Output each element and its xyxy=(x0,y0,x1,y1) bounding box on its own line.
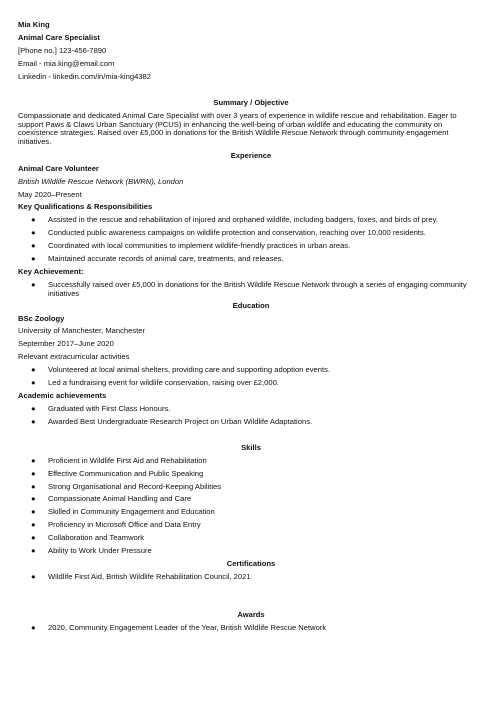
academic-achievements-heading: Academic achievements xyxy=(18,391,107,400)
experience-org: British Wildlife Rescue Network (BWRN), London xyxy=(18,177,184,186)
bullet-icon: ● xyxy=(31,572,36,581)
experience-role: Animal Care Volunteer xyxy=(18,164,99,173)
bullet-icon: ● xyxy=(31,404,36,413)
list-item-text: Volunteered at local animal shelters, providing care and supporting adoption events. xyxy=(48,365,330,374)
bullet-icon: ● xyxy=(31,378,36,387)
bullet-icon: ● xyxy=(31,469,36,478)
list-item-text: Led a fundraising event for wildlife conservation, raising over £2,000. xyxy=(48,378,279,387)
list-item-text: Wildlife First Aid, British Wildlife Rehabilitation Council, 2021 xyxy=(48,572,251,581)
key-qualifications-heading: Key Qualifications & Responsibilities xyxy=(18,202,153,211)
experience-dates: May 2020–Present xyxy=(18,190,82,199)
bullet-icon: ● xyxy=(31,482,36,491)
list-item-text: Ability to Work Under Pressure xyxy=(48,546,152,555)
skills-heading: Skills xyxy=(241,443,261,452)
list-item-text: Successfully raised over £5,000 in donations for the British Wildlife Rescue Network through a series of engaging community initiatives xyxy=(48,280,467,298)
bullet-icon: ● xyxy=(31,494,36,503)
certifications-heading: Certifications xyxy=(226,559,276,568)
list-item-text: Compassionate Animal Handling and Care xyxy=(48,494,192,503)
awards-heading: Awards xyxy=(237,610,265,619)
bullet-icon: ● xyxy=(31,215,36,224)
list-item-text: Maintained accurate records of animal care, treatments, and releases. xyxy=(48,254,284,263)
bullet-icon: ● xyxy=(31,456,36,465)
list-item-text: Conducted public awareness campaigns on wildlife protection and conservation, reaching over 10,000 residents. xyxy=(48,228,426,237)
bullet-icon: ● xyxy=(31,241,36,250)
bullet-icon: ● xyxy=(31,533,36,542)
list-item-text: Collaboration and Teamwork xyxy=(48,533,145,542)
list-item-text: Strong Organisational and Record-Keeping Abilities xyxy=(48,482,222,491)
activities-label: Relevant extracurricular activities xyxy=(18,352,130,361)
bullet-icon: ● xyxy=(31,520,36,529)
bullet-icon: ● xyxy=(31,546,36,555)
bullet-icon: ● xyxy=(31,507,36,516)
experience-heading: Experience xyxy=(230,151,272,160)
email-line: Email - mia.king@email.com xyxy=(18,59,115,68)
candidate-name: Mia King xyxy=(18,20,50,29)
linkedin-line: Linkedin - linkedin.com/in/mia-king4382 xyxy=(18,72,151,81)
list-item-text: Coordinated with local communities to implement wildlife-friendly practices in urban areas. xyxy=(48,241,351,250)
education-degree: BSc Zoology xyxy=(18,314,65,323)
education-school: University of Manchester, Manchester xyxy=(18,326,146,335)
list-item-text: Graduated with First Class Honours. xyxy=(48,404,171,413)
bullet-icon: ● xyxy=(31,280,36,289)
list-item-text: Skilled in Community Engagement and Education xyxy=(48,507,215,516)
key-achievement-heading: Key Achievement: xyxy=(18,267,84,276)
list-item-text: Awarded Best Undergraduate Research Project on Urban Wildlife Adaptations. xyxy=(48,417,313,426)
candidate-title: Animal Care Specialist xyxy=(18,33,100,42)
list-item-text: Proficient in Wildlife First Aid and Rehabilitation xyxy=(48,456,207,465)
bullet-icon: ● xyxy=(31,228,36,237)
bullet-icon: ● xyxy=(31,623,36,632)
education-heading: Education xyxy=(232,301,270,310)
list-item-text: Assisted in the rescue and rehabilitation of injured and orphaned wildlife, including badgers, foxes, and birds of prey. xyxy=(48,215,438,224)
list-item-text: Proficiency in Microsoft Office and Data Entry xyxy=(48,520,201,529)
education-dates: September 2017–June 2020 xyxy=(18,339,114,348)
phone-line: [Phone no.] 123-456-7890 xyxy=(18,46,107,55)
bullet-icon: ● xyxy=(31,417,36,426)
list-item-text: 2020, Community Engagement Leader of the Year, British Wildlife Rescue Network xyxy=(48,623,327,632)
bullet-icon: ● xyxy=(31,365,36,374)
list-item-text: Effective Communication and Public Speaking xyxy=(48,469,204,478)
bullet-icon: ● xyxy=(31,254,36,263)
summary-text: Compassionate and dedicated Animal Care Specialist with over 3 years of experience in wildlife rescue and rehabilitation. Eager to support Paws & Claws Urban Sanctuary (PCUS) in enhancing the well-being of urban wildlife and educating the community on coexistence strategies. Raised over £5,000 in donations for the British Wildlife Rescue Network through community engagement initiatives. xyxy=(18,111,457,146)
summary-heading: Summary / Objective xyxy=(213,98,289,107)
